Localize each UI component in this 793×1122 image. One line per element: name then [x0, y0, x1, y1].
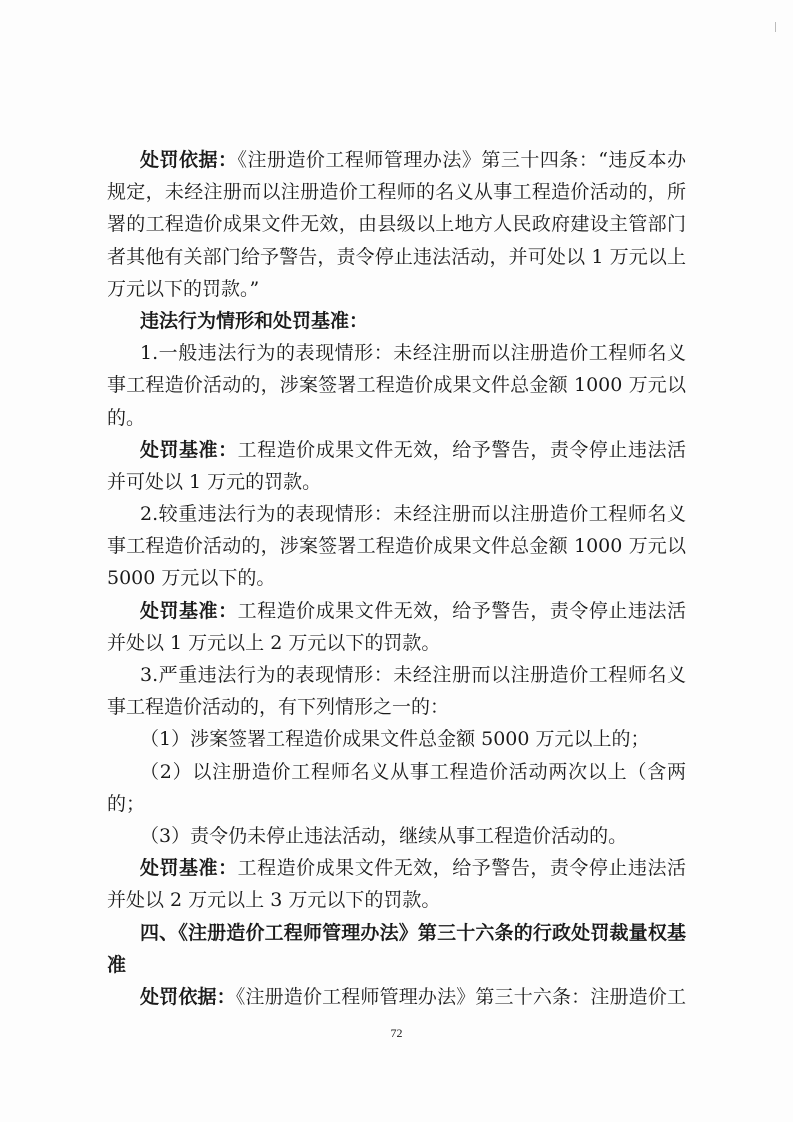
- bold-heading-text: 处罚基准：: [140, 857, 238, 880]
- text-line: [107, 723, 686, 755]
- body-text: 事工程造价活动的，涉案签署工程造价成果文件总金额 1000 万元以: [107, 535, 686, 558]
- body-text: 事工程造价活动的，有下列情形之一的：: [107, 696, 450, 719]
- text-line: [107, 176, 686, 208]
- bold-heading-text: 违法行为情形和处罚基准：: [140, 309, 369, 332]
- bold-heading-text: 准: [107, 953, 127, 976]
- text-line: [107, 369, 686, 401]
- body-text: （3）责令仍未停止违法活动，继续从事工程造价活动的。: [140, 824, 628, 847]
- text-line: [107, 820, 686, 852]
- body-text: 者其他有关部门给予警告，责令停止违法活动，并可处以 1 万元以上: [107, 245, 686, 268]
- bold-heading-text: 处罚基准：: [140, 438, 238, 461]
- body-text: 《注册造价工程师管理办法》第三十四条：“违反本办: [237, 149, 686, 171]
- body-text: 的；: [107, 792, 146, 815]
- body-text: （1）涉案签署工程造价成果文件总金额 5000 万元以上的；: [140, 728, 650, 751]
- body-text: 《注册造价工程师管理办法》第三十六条：注册造价工: [235, 985, 686, 1008]
- text-line: [107, 949, 686, 981]
- body-text: 工程造价成果文件无效，给予警告，责令停止违法活: [237, 857, 686, 880]
- text-line: [107, 788, 686, 820]
- text-line: [107, 981, 686, 1013]
- text-line: [107, 273, 686, 305]
- page-number: 72: [390, 1026, 403, 1040]
- body-text: 并可处以 1 万元的罚款。: [107, 470, 322, 493]
- text-line: [107, 402, 686, 434]
- body-text: 2.较重违法行为的表现情形：未经注册而以注册造价工程师名义: [140, 503, 686, 526]
- bold-heading-text: 处罚依据：: [140, 985, 236, 1008]
- text-line: [107, 627, 686, 659]
- body-text: 1.一般违法行为的表现情形：未经注册而以注册造价工程师名义: [140, 342, 686, 365]
- text-line: [107, 305, 686, 337]
- text-line: [107, 466, 686, 498]
- body-text: 工程造价成果文件无效，给予警告，责令停止违法活: [237, 438, 686, 461]
- body-text: 并处以 2 万元以上 3 万元以下的罚款。: [107, 889, 441, 912]
- text-line: [107, 659, 686, 691]
- body-text: 规定，未经注册而以注册造价工程师的名义从事工程造价活动的，所: [107, 181, 686, 204]
- body-text: 署的工程造价成果文件无效，由县级以上地方人民政府建设主管部门: [107, 213, 686, 236]
- body-text: 的。: [107, 406, 146, 429]
- body-text: 并处以 1 万元以上 2 万元以下的罚款。: [107, 631, 441, 654]
- bold-heading-text: 处罚依据：: [140, 149, 238, 171]
- body-text: （2）以注册造价工程师名义从事工程造价活动两次以上（含两: [140, 760, 686, 783]
- text-line: [107, 562, 686, 594]
- text-line: [107, 144, 686, 176]
- text-line: [107, 434, 686, 466]
- body-text: 3.严重违法行为的表现情形：未经注册而以注册造价工程师名义: [140, 664, 686, 686]
- body-text: 万元以下的罚款。”: [107, 277, 260, 300]
- scan-edge-mark: [775, 22, 776, 32]
- text-line: [107, 208, 686, 240]
- bold-heading-text: 四、《注册造价工程师管理办法》第三十六条的行政处罚裁量权基: [140, 921, 686, 944]
- text-line: [107, 498, 686, 530]
- text-line: [107, 595, 686, 627]
- body-text: 工程造价成果文件无效，给予警告，责令停止违法活: [237, 599, 686, 622]
- text-line: [107, 691, 686, 723]
- text-line: [107, 337, 686, 369]
- body-text: 5000 万元以下的。: [107, 567, 276, 590]
- document-body: [107, 144, 686, 1013]
- text-line: [107, 530, 686, 562]
- bold-heading-text: 处罚基准：: [140, 599, 238, 622]
- text-line: [107, 241, 686, 273]
- body-text: 事工程造价活动的，涉案签署工程造价成果文件总金额 1000 万元以: [107, 374, 686, 397]
- text-line: [107, 852, 686, 884]
- text-line: [107, 756, 686, 788]
- text-line: [107, 917, 686, 949]
- text-line: [107, 884, 686, 916]
